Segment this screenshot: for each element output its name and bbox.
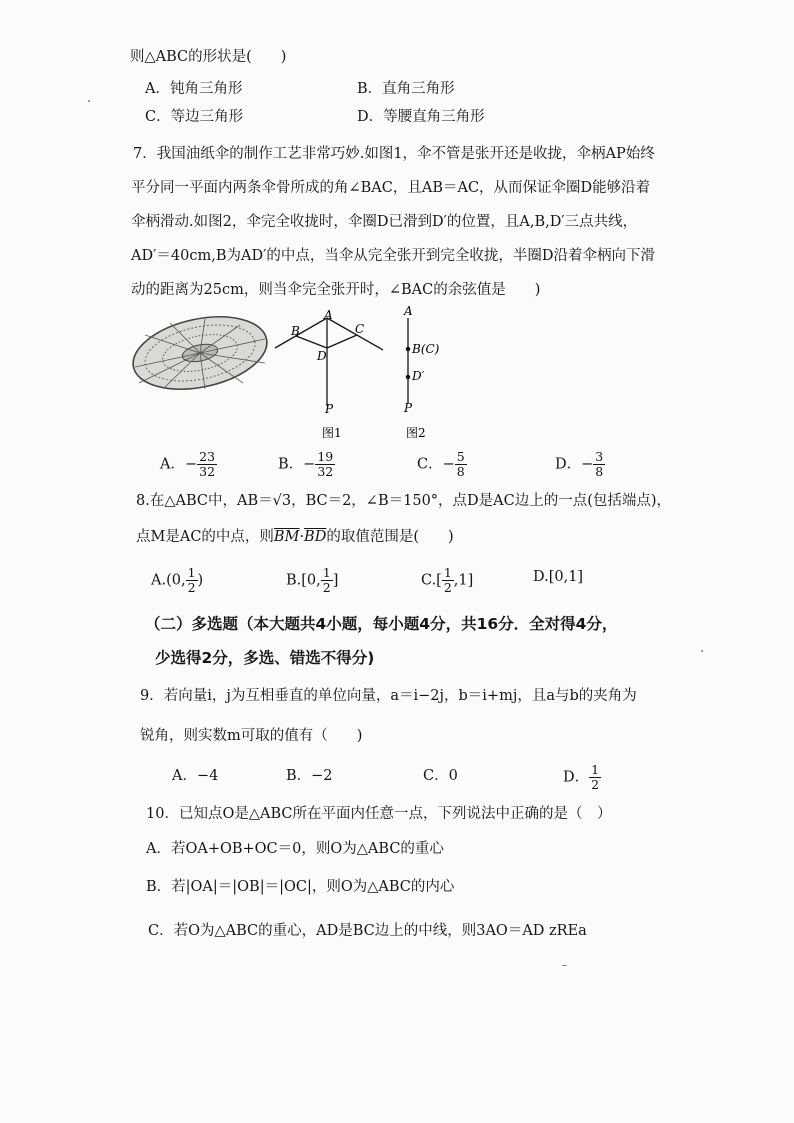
fig1-caption: 图1 [322,426,342,440]
q9-line-2: 锐角，则实数m可取的值有（ ) [140,728,363,744]
q6-option-a: A．钝角三角形 [145,81,243,97]
fig1-label-c: C [355,322,365,336]
q8-line-1: 8.在△ABC中，AB＝√3，BC＝2，∠B＝150°，点D是AC边上的一点(包括端点)， [136,493,672,509]
fig2-label-bc: B(C) [412,342,440,356]
scan-speck [88,100,90,102]
q8-option-a: A.(0, $\frac{1}{2}$ ) [151,565,204,595]
section-2-heading-line-1: （二）多选题（本大题共4小题，每小题4分，共16分．全对得4分， [145,615,618,633]
fig1-label-d: D [317,349,327,363]
q9-option-c: C．0 [423,768,458,784]
scan-speck [701,650,703,652]
q10-stem: 10．已知点O是△ABC所在平面内任意一点，下列说法中正确的是（ ） [146,806,612,822]
q7-option-d: D．− $\frac{3}{8}$ [555,449,604,479]
q9-line-1: 9．若向量i，j为互相垂直的单位向量，a＝i−2j，b＝i+mj，且a与b的夹角为 [140,688,637,704]
q6-option-b: B．直角三角形 [357,81,455,97]
scan-speck [562,965,567,966]
fig1-label-b: B [291,324,300,338]
fig1-label-a: A [324,308,333,322]
q8-option-c: C.[ $\frac{1}{2}$ ,1] [421,565,474,595]
q7-line-4: AD′＝40cm,B为AD′的中点，当伞从完全张开到完全收拢，半圈D沿着伞柄向下滑 [131,248,655,264]
q6-option-c: C．等边三角形 [145,109,244,125]
vector-bd: $\overline{BD}$ [304,529,327,545]
fig2-label-a: A [404,305,413,318]
fig2-caption: 图2 [406,426,426,440]
q10-option-b: B．若|OA|＝|OB|＝|OC|，则O为△ABC的内心 [146,879,455,895]
q6-stem: 则△ABC的形状是( ) [130,49,287,65]
q10-option-a: A．若OA+OB+OC＝0，则O为△ABC的重心 [146,841,444,857]
q9-option-a: A．−4 [172,768,219,784]
q10-option-c: C．若O为△ABC的重心，AD是BC边上的中线，则3AO＝AD zREa [148,923,587,939]
fig1-label-p: P [325,402,334,416]
q7-line-5: 动的距离为25cm，则当伞完全张开时，∠BAC的余弦值是 ) [131,282,541,298]
q7-option-c: C．− $\frac{5}{8}$ [417,449,465,479]
q9-option-d: D． $\frac{1}{2}$ [563,762,600,792]
figure-2-diagram [406,318,409,403]
q6-option-d: D．等腰直角三角形 [357,109,485,125]
fig2-label-p: P [404,401,413,415]
section-2-heading-line-2: 少选得2分，多选、错选不得分) [155,649,375,667]
q8-option-d: D.[0,1] [533,569,584,585]
q8-option-b: B.[0, $\frac{1}{2}$ ] [286,565,339,595]
q7-line-2: 平分同一平面内两条伞骨所成的角∠BAC，且AB＝AC，从而保证伞圈D能够沿着 [131,180,651,196]
umbrella-illustration [126,306,273,401]
vector-bm: $\overline{BM}$ [273,529,300,545]
q7-figures [125,305,455,445]
fig2-label-dp: D′ [412,369,425,383]
q7-line-3: 伞柄滑动.如图2，伞完全收拢时，伞圈D已滑到D′的位置，且A,B,D′三点共线， [131,214,638,230]
q8-line-2: 点M是AC的中点，则$\overline{BM}\cdot\overline{BD}$的取值范围是( ) [136,529,454,545]
q9-option-b: B．−2 [286,768,333,784]
q7-line-1: 7．我国油纸伞的制作工艺非常巧妙.如图1，伞不管是张开还是收拢，伞柄AP始终 [133,146,655,162]
q7-option-b: B．− $\frac{19}{32}$ [278,449,334,479]
q7-option-a: A．− $\frac{23}{32}$ [160,449,216,479]
